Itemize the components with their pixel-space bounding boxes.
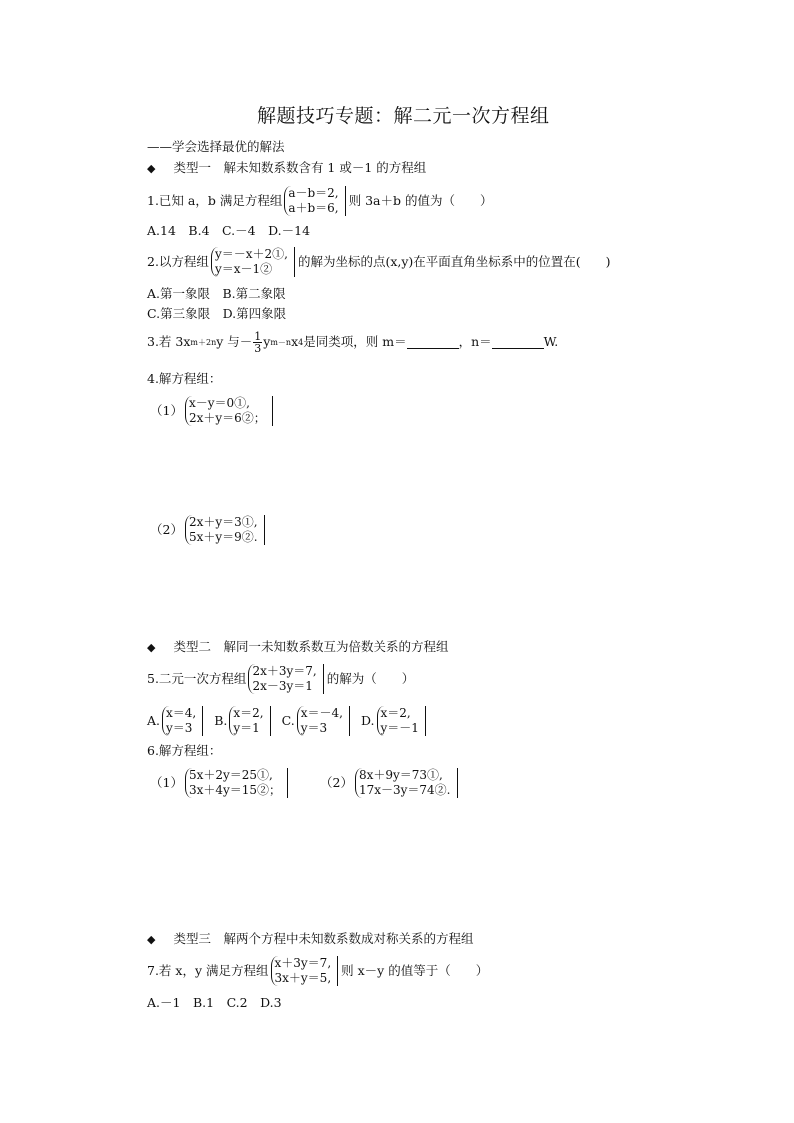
q4-part1 (150, 396, 276, 426)
q6-part2-equation-system (355, 768, 458, 798)
diamond-bullet-icon: ◆ (147, 641, 156, 654)
q2-options-line2: C.第三象限 D.第四象限 (147, 306, 287, 321)
section-type3-label: 类型三 解两个方程中未知数系数成对称关系的方程组 (173, 931, 474, 946)
q3-fraction-numerator: 1 (254, 330, 262, 343)
q6-prompt: 6.解方程组： (147, 743, 222, 758)
q5-option-d-label: D. (360, 712, 375, 728)
diamond-bullet-icon: ◆ (147, 162, 156, 175)
q5-options (147, 706, 429, 736)
q5-option-b-eq1: x＝2, (233, 706, 264, 720)
q5-option-b (229, 706, 270, 736)
q6-part1 (150, 768, 291, 798)
q7-suffix: 则 x－y 的值等于（ ） (341, 962, 489, 978)
q6-part2-eq1: 8x＋9y＝73①, (358, 768, 443, 782)
q5-option-b-label: B. (214, 712, 228, 728)
q3-answer-blank-m[interactable] (407, 337, 459, 349)
q5-option-a-eq1: x＝4, (166, 706, 197, 720)
q5-option-a (162, 706, 203, 736)
q2-equation-system (211, 247, 295, 277)
q1-eq1: a－b＝2, (288, 186, 339, 200)
q2-prefix: 2.以方程组 (147, 253, 209, 269)
q6-part1-eq1: 5x＋2y＝25①, (188, 768, 273, 782)
q1-eq2: a＋b＝6, (288, 201, 339, 215)
q4-part2-eq1: 2x＋y＝3①, (188, 515, 258, 529)
question-7 (147, 956, 488, 986)
question-5 (147, 664, 414, 694)
q7-eq1: x＋3y＝7, (274, 956, 332, 970)
q5-option-d-eq1: x＝2, (380, 706, 411, 720)
q4-part1-equation-system (185, 396, 273, 426)
q1-options: A.14 B.4 C.－4 D.－14 (147, 223, 311, 238)
q5-option-c-eq1: x＝－4, (300, 706, 343, 720)
q7-eq2: 3x＋y＝5, (274, 971, 332, 985)
question-2 (147, 247, 611, 277)
q4-part1-label: （1） (150, 402, 183, 418)
q5-suffix: 的解为（ ） (326, 670, 415, 686)
section-type1 (147, 162, 426, 175)
subtitle: ——学会选择最优的解法 (147, 139, 285, 154)
q4-prompt: 4.解方程组： (147, 371, 222, 386)
q1-equation-system (284, 186, 345, 216)
section-type2 (147, 641, 448, 654)
section-type2-label: 类型二 解同一未知数系数互为倍数关系的方程组 (173, 639, 449, 654)
q6-part1-eq2: 3x＋4y＝15②； (188, 783, 282, 797)
q7-equation-system (271, 956, 339, 986)
q5-option-a-eq2: y＝3 (166, 721, 193, 735)
q3-fraction-denominator: 3 (254, 342, 262, 355)
q3-text-4: 是同类项，则 m＝ (303, 334, 407, 350)
q6-part1-label: （1） (150, 774, 183, 790)
q1-prefix: 1.已知 a，b 满足方程组 (147, 192, 283, 208)
q3-prefix: 3.若 3x (147, 334, 191, 350)
q3-exponent-2: m－n (270, 337, 292, 347)
q1-suffix: 则 3a＋b 的值为（ ） (348, 192, 493, 208)
q4-part1-eq1: x－y＝0①, (188, 396, 250, 410)
q4-part2-eq2: 5x＋y＝9②. (188, 530, 258, 544)
q3-exponent-3: 4 (298, 337, 304, 347)
q6-part2-label: （2） (320, 774, 353, 790)
q7-prefix: 7.若 x，y 满足方程组 (147, 962, 269, 978)
q4-part1-eq2: 2x＋y＝6②； (188, 411, 266, 425)
q5-option-d-eq2: y＝－1 (380, 721, 419, 735)
q2-eq1: y＝－x＋2①, (214, 247, 288, 261)
q5-equation-system (248, 664, 323, 694)
q3-text-1: y 与－ (216, 334, 253, 350)
q5-eq1: 2x＋3y＝7, (252, 664, 317, 678)
q3-exponent-1: m＋2n (190, 337, 217, 347)
q6-part2 (320, 768, 461, 798)
section-type3 (147, 933, 473, 946)
q2-eq2: y＝x－1② (214, 262, 273, 276)
question-3 (147, 331, 558, 354)
q4-part2-equation-system (185, 515, 265, 545)
q5-option-c (297, 706, 350, 736)
q7-options: A.－1 B.1 C.2 D.3 (147, 995, 282, 1010)
q6-part2-eq2: 17x－3y＝74②. (358, 783, 451, 797)
section-type1-label: 类型一 解未知数系数含有 1 或－1 的方程组 (173, 160, 427, 175)
q5-option-d (377, 706, 426, 736)
q3-fraction (253, 331, 262, 354)
q3-text-2: y (263, 334, 271, 350)
q5-option-a-label: A. (147, 712, 161, 728)
q5-option-c-eq2: y＝3 (300, 721, 328, 735)
question-1 (147, 186, 492, 216)
q4-part2-label: （2） (150, 521, 183, 537)
q6-part1-equation-system (185, 768, 288, 798)
q5-option-c-label: C. (281, 712, 295, 728)
q5-option-b-eq2: y＝1 (233, 721, 260, 735)
q3-answer-blank-n[interactable] (492, 337, 544, 349)
q3-text-3: x (291, 334, 299, 350)
q2-options-line1: A.第一象限 B.第二象限 (147, 286, 286, 301)
diamond-bullet-icon: ◆ (147, 933, 156, 946)
page-title: 解题技巧专题：解二元一次方程组 (257, 105, 550, 127)
q4-part2 (150, 515, 268, 545)
q2-suffix: 的解为坐标的点(x,y)在平面直角坐标系中的位置在( ) (297, 253, 611, 269)
q3-suffix: W. (543, 334, 559, 350)
q5-prefix: 5.二元一次方程组 (147, 670, 247, 686)
q3-text-5: ，n＝ (458, 334, 492, 350)
q5-eq2: 2x－3y＝1 (252, 679, 313, 693)
